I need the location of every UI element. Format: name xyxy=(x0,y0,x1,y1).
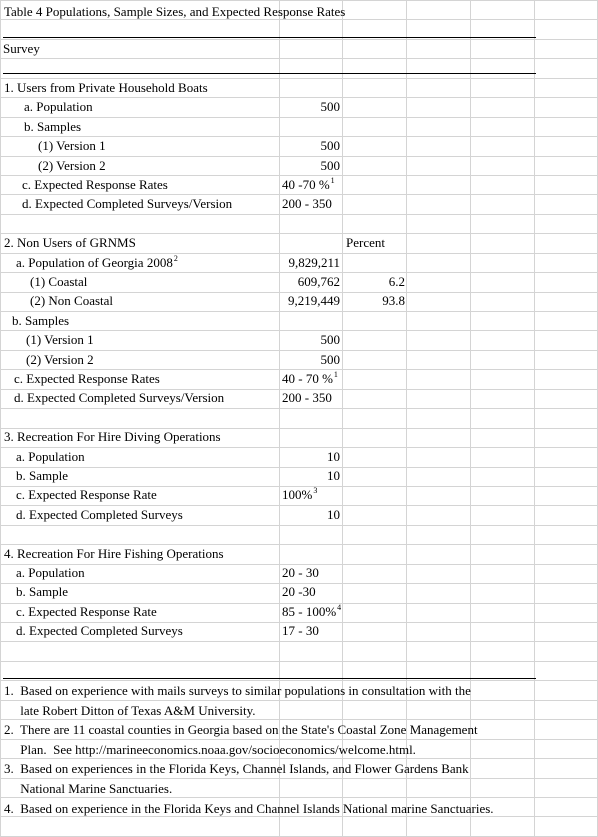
row-label-text: a. Population xyxy=(16,565,85,580)
row-label-text: d. Expected Completed Surveys/Version xyxy=(22,196,233,212)
grid-cell[interactable] xyxy=(407,642,471,661)
row-label xyxy=(16,563,85,582)
table-title: Table 4 Populations, Sample Sizes, and Expected Response Rates xyxy=(4,4,346,19)
table-row xyxy=(0,214,598,233)
row-value xyxy=(280,330,340,349)
row-label-text: (1) Version 1 xyxy=(26,332,94,348)
row-label-text: b. Samples xyxy=(12,312,70,328)
footnote-line: 3. Based on experiences in the Florida Keys, Channel Islands, and Flower Gardens Bank xyxy=(4,761,469,777)
footnote-marker: 2 xyxy=(173,253,178,263)
row-value xyxy=(280,447,340,466)
row-label-text: c. Expected Response Rates xyxy=(22,177,168,192)
table-row xyxy=(0,563,598,582)
row-value-text: 500 xyxy=(320,332,340,348)
grid-cell[interactable] xyxy=(471,759,535,778)
row-value xyxy=(280,272,340,291)
table-row xyxy=(0,233,598,252)
row-value xyxy=(282,175,335,196)
grid-cell[interactable] xyxy=(279,700,343,719)
grid-cell[interactable] xyxy=(535,661,598,680)
row-label xyxy=(16,447,85,466)
row-value-text: 9,829,211 xyxy=(288,254,340,270)
table-row xyxy=(0,97,598,116)
grid-cell[interactable] xyxy=(535,778,598,797)
table-row xyxy=(0,485,598,504)
row-label xyxy=(4,233,136,252)
row-value-text: 85 - 100% xyxy=(282,603,337,619)
table-row xyxy=(0,427,598,446)
row-label xyxy=(16,582,68,601)
grid-cell[interactable] xyxy=(279,59,343,78)
grid-cell[interactable] xyxy=(471,778,535,797)
row-percent: 93.8 xyxy=(382,293,405,309)
footnote-line: late Robert Ditton of Texas A&M University. xyxy=(4,702,256,718)
row-label xyxy=(30,272,87,291)
grid-cell[interactable] xyxy=(535,817,598,836)
footnote-marker: 3 xyxy=(313,486,318,496)
row-value xyxy=(282,582,316,601)
grid-cell[interactable] xyxy=(471,681,535,700)
grid-cell[interactable] xyxy=(343,778,407,797)
table-row xyxy=(0,117,598,136)
row-label xyxy=(16,253,178,274)
row-value-text: 609,762 xyxy=(297,274,340,289)
table-row xyxy=(0,78,598,97)
row-label xyxy=(16,621,183,640)
row-label-text: d. Expected Completed Surveys xyxy=(16,623,183,639)
row-label-text: (2) Non Coastal xyxy=(30,293,114,309)
footnote-marker: 1 xyxy=(330,176,335,185)
row-value-text: 500 xyxy=(320,99,340,115)
row-percent: Percent xyxy=(346,235,385,251)
row-label-text: d. Expected Completed Surveys/Version xyxy=(14,390,225,406)
row-value xyxy=(282,621,319,640)
row-value-text: 10 xyxy=(327,506,340,522)
grid-cell[interactable] xyxy=(1,642,280,661)
footnote-marker: 4 xyxy=(337,602,342,612)
table-title-row xyxy=(0,2,598,21)
table-row xyxy=(0,175,598,194)
grid-cell[interactable] xyxy=(343,817,407,836)
table-row xyxy=(0,466,598,485)
row-label-text: c. Expected Response Rate xyxy=(16,603,157,619)
row-value xyxy=(282,602,341,623)
row-label xyxy=(12,311,69,330)
row-label xyxy=(16,602,157,621)
grid-cell[interactable] xyxy=(535,20,598,39)
row-label xyxy=(30,291,113,310)
grid-cell[interactable] xyxy=(279,642,343,661)
row-value-text: 500 xyxy=(320,351,340,367)
row-value-text: 20 - 30 xyxy=(282,565,319,580)
row-label-text: (1) Coastal xyxy=(30,274,88,289)
row-label-text: 3. Recreation For Hire Diving Operations xyxy=(4,429,221,445)
row-value xyxy=(282,563,319,582)
row-label xyxy=(22,194,232,213)
table-row xyxy=(0,330,598,349)
grid-cell[interactable] xyxy=(471,739,535,758)
row-label-text: a. Population of Georgia 2008 xyxy=(16,254,173,270)
grid-cell[interactable] xyxy=(535,739,598,758)
grid-cell[interactable] xyxy=(535,700,598,719)
grid-cell[interactable] xyxy=(279,817,343,836)
row-value xyxy=(282,485,317,506)
row-label xyxy=(14,369,160,388)
row-value xyxy=(280,466,340,485)
footnote-line: 2. There are 11 coastal counties in Georgia based on the State's Coastal Zone Management xyxy=(4,722,478,738)
grid-cell[interactable] xyxy=(535,642,598,661)
row-label xyxy=(24,117,81,136)
row-label-text: c. Expected Response Rate xyxy=(16,487,157,503)
table-row xyxy=(0,388,598,407)
row-value-text: 10 xyxy=(327,448,340,464)
grid-cell[interactable] xyxy=(343,700,407,719)
grid-cell[interactable] xyxy=(407,778,471,797)
row-value-text: 40 - 70 % xyxy=(282,371,333,386)
row-label xyxy=(26,350,94,369)
row-label-text: c. Expected Response Rates xyxy=(14,371,160,386)
grid-row xyxy=(1,817,598,836)
row-value xyxy=(280,156,340,175)
bottom-rule xyxy=(3,678,536,679)
row-value-text: 10 xyxy=(327,468,340,483)
grid-cell[interactable] xyxy=(1,59,280,78)
row-label xyxy=(24,97,93,116)
footnote-line: National Marine Sanctuaries. xyxy=(4,781,173,796)
row-label-text: (2) Version 2 xyxy=(26,351,94,367)
grid-cell[interactable] xyxy=(471,817,535,836)
table-row xyxy=(0,136,598,155)
footnote-line: 4. Based on experience in the Florida Keys and Channel Islands National marine Sanctuaries. xyxy=(4,800,494,816)
row-label-text: b. Samples xyxy=(24,118,82,134)
top-rule xyxy=(3,37,536,38)
row-label-text: b. Sample xyxy=(16,468,68,483)
grid-cell[interactable] xyxy=(535,59,598,78)
row-label-text: a. Population xyxy=(16,448,85,464)
grid-cell[interactable] xyxy=(535,797,598,816)
grid-cell[interactable] xyxy=(279,778,343,797)
grid-cell[interactable] xyxy=(407,700,471,719)
grid-row xyxy=(1,59,598,78)
row-value-text: 40 -70 % xyxy=(282,177,330,192)
grid-cell[interactable] xyxy=(471,59,535,78)
grid-cell[interactable] xyxy=(471,700,535,719)
row-value-text: 500 xyxy=(320,157,340,173)
row-label-text: (1) Version 1 xyxy=(38,138,106,154)
table-row xyxy=(0,447,598,466)
grid-cell[interactable] xyxy=(535,759,598,778)
row-value-text: 200 - 350 xyxy=(282,196,332,212)
row-label xyxy=(4,78,208,97)
row-label xyxy=(14,388,224,407)
row-value xyxy=(280,350,340,369)
row-value xyxy=(280,291,340,310)
header-row xyxy=(0,39,598,58)
row-value xyxy=(280,253,340,272)
row-label xyxy=(26,330,94,349)
table-row xyxy=(0,253,598,272)
row-label xyxy=(16,485,157,504)
row-value xyxy=(280,505,340,524)
grid-cell[interactable] xyxy=(471,642,535,661)
row-label-text: 1. Users from Private Household Boats xyxy=(4,80,208,95)
table-row xyxy=(0,602,598,621)
table-row xyxy=(0,369,598,388)
table-row xyxy=(0,505,598,524)
table-row xyxy=(0,408,598,427)
grid-cell[interactable] xyxy=(407,817,471,836)
table-row xyxy=(0,291,598,310)
table-row xyxy=(0,544,598,563)
grid-cell[interactable] xyxy=(1,817,280,836)
row-value xyxy=(282,194,332,213)
table-row xyxy=(0,524,598,543)
row-label xyxy=(4,544,224,563)
row-label-text: b. Sample xyxy=(16,584,68,600)
table-row xyxy=(0,350,598,369)
row-value xyxy=(280,97,340,116)
row-label-text: 2. Non Users of GRNMS xyxy=(4,235,136,251)
row-value-text: 20 -30 xyxy=(282,584,316,600)
row-value-text: 200 - 350 xyxy=(282,390,332,406)
row-label xyxy=(16,505,183,524)
row-label-text: d. Expected Completed Surveys xyxy=(16,506,183,522)
grid-cell[interactable] xyxy=(407,59,471,78)
footnote-line: Plan. See http://marineeconomics.noaa.gov/socioeconomics/welcome.html. xyxy=(4,741,416,757)
row-value xyxy=(282,388,332,407)
row-value-text: 17 - 30 xyxy=(282,623,319,639)
grid-cell[interactable] xyxy=(343,59,407,78)
row-value xyxy=(282,369,338,390)
grid-cell[interactable] xyxy=(407,739,471,758)
row-label-text: 4. Recreation For Hire Fishing Operations xyxy=(4,545,224,561)
grid-row xyxy=(1,642,598,661)
row-label-text: (2) Version 2 xyxy=(38,157,106,173)
row-percent: 6.2 xyxy=(388,274,405,289)
row-label xyxy=(16,466,68,485)
row-label xyxy=(38,136,106,155)
table-row xyxy=(0,194,598,213)
survey-column-header: Survey xyxy=(3,41,40,56)
table-row xyxy=(0,311,598,330)
grid-cell[interactable] xyxy=(343,642,407,661)
row-label xyxy=(22,175,168,194)
grid-cell[interactable] xyxy=(535,681,598,700)
row-label xyxy=(38,156,106,175)
grid-cell[interactable] xyxy=(471,720,535,739)
row-value-text: 100% xyxy=(282,487,313,503)
grid-cell[interactable] xyxy=(535,720,598,739)
footnote-marker: 1 xyxy=(333,370,338,379)
row-value-text: 9,219,449 xyxy=(288,293,340,309)
row-value xyxy=(280,136,340,155)
row-label xyxy=(4,427,221,446)
table-row xyxy=(0,272,598,291)
row-label-text: a. Population xyxy=(24,99,93,115)
table-row xyxy=(0,582,598,601)
table-row xyxy=(0,621,598,640)
table-row xyxy=(0,156,598,175)
header-rule xyxy=(3,73,536,74)
row-value-text: 500 xyxy=(320,138,340,154)
footnote-line: 1. Based on experience with mails surveys to similar populations in consultation with the xyxy=(4,683,471,698)
